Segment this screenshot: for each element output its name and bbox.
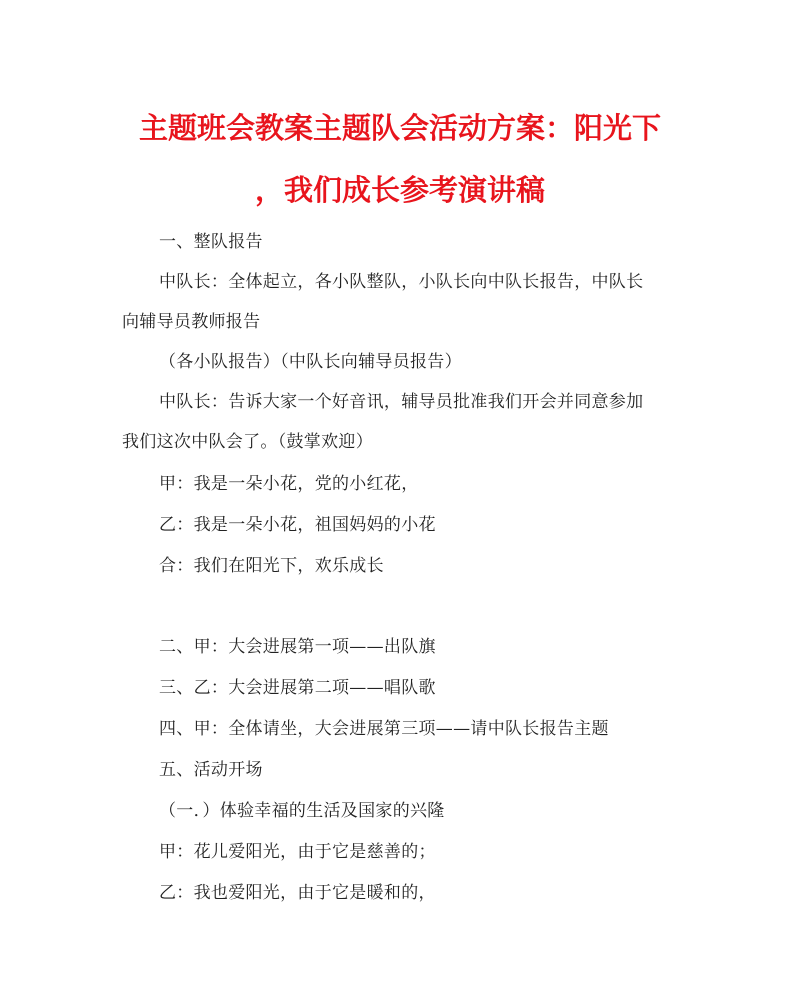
- paragraph-line: 中队长：告诉大家一个好音讯，辅导员批准我们开会并同意参加: [159, 392, 644, 412]
- paragraph-heading-2: 二、甲：大会进展第一项——出队旗: [159, 637, 436, 657]
- document-title-line-1: 主题班会教案主题队会活动方案：阳光下: [138, 111, 661, 145]
- paragraph-heading-4: 四、甲：全体请坐，大会进展第三项——请中队长报告主题: [159, 719, 609, 739]
- paragraph-heading-3: 三、乙：大会进展第二项——唱队歌: [159, 678, 436, 698]
- paragraph-line: 甲：我是一朵小花，党的小红花，: [159, 474, 419, 494]
- paragraph-line: 中队长：全体起立，各小队整队，小队长向中队长报告，中队长: [159, 272, 644, 292]
- paragraph-heading-1: 一、整队报告: [159, 232, 263, 252]
- document-title-line-2: ，我们成长参考演讲稿: [254, 173, 545, 207]
- paragraph-line: 我们这次中队会了。（鼓掌欢迎）: [122, 432, 373, 452]
- paragraph-line: 向辅导员教师报告: [122, 312, 261, 332]
- paragraph-line: （各小队报告）（中队长向辅导员报告）: [159, 352, 462, 372]
- paragraph-line: 甲：花儿爱阳光，由于它是慈善的；: [159, 842, 436, 862]
- paragraph-line: 合：我们在阳光下，欢乐成长: [159, 556, 384, 576]
- paragraph-heading-5: 五、活动开场: [159, 760, 263, 780]
- paragraph-line: 乙：我也爱阳光，由于它是暖和的，: [159, 883, 436, 903]
- paragraph-subheading: （一．）体验幸福的生活及国家的兴隆: [159, 801, 445, 821]
- paragraph-line: 乙：我是一朵小花，祖国妈妈的小花: [159, 515, 436, 535]
